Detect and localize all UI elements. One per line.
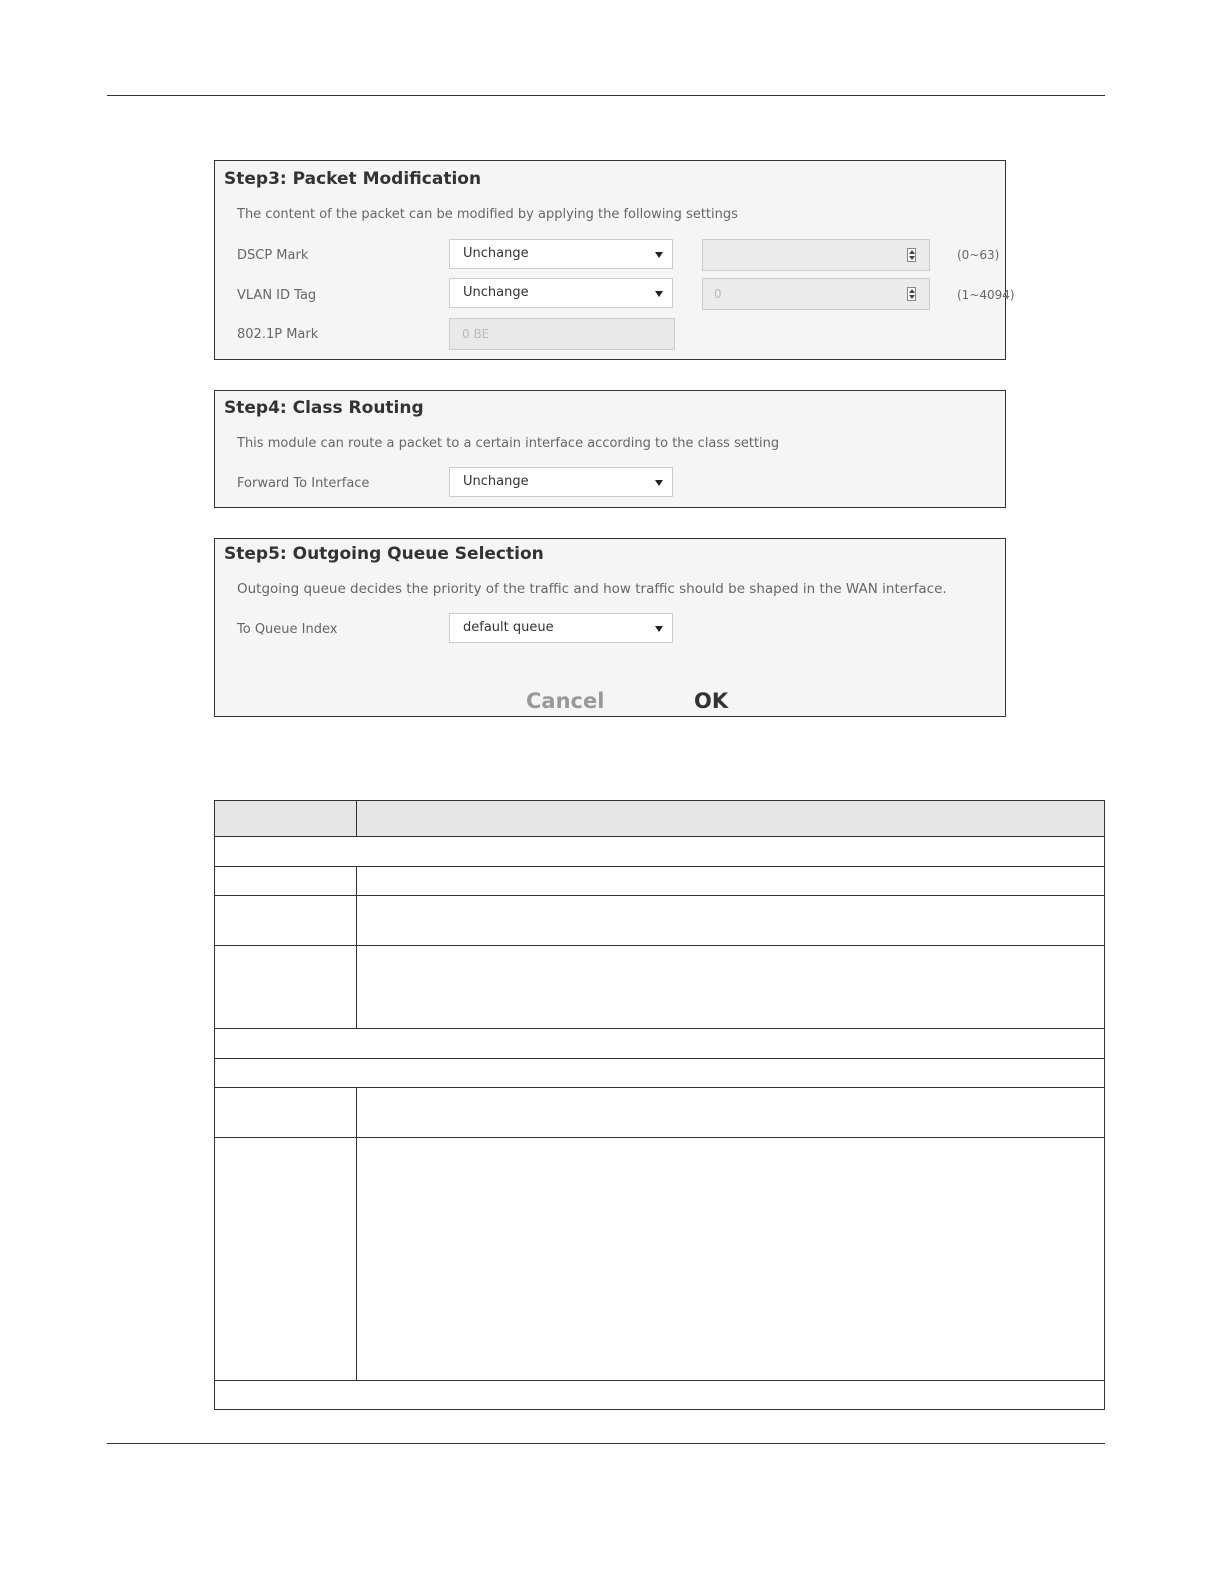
dscp-mark-select[interactable] — [449, 239, 673, 269]
vlan-id-tag-label: VLAN ID Tag — [237, 288, 317, 303]
table-row-divider — [215, 895, 1104, 896]
table-row-divider — [215, 945, 1104, 946]
cancel-button[interactable]: Cancel — [526, 689, 605, 713]
to-queue-index-select[interactable] — [449, 613, 673, 643]
vlan-id-range: (1~4094) — [957, 288, 1015, 302]
step4-panel — [214, 390, 1006, 508]
dscp-mark-label: DSCP Mark — [237, 248, 309, 263]
dot1p-mark-label: 802.1P Mark — [237, 327, 319, 342]
ok-button[interactable] — [694, 689, 728, 713]
table-row-divider — [215, 1087, 1104, 1088]
vlan-id-number: 0 — [714, 287, 722, 301]
step5-title: Step5: Outgoing Queue Selection — [224, 544, 544, 564]
header-rule — [107, 95, 1105, 96]
table-row-divider — [215, 1028, 1104, 1029]
step3-title: Step3: Packet Modification — [224, 169, 482, 189]
dscp-mark-number-input[interactable] — [702, 239, 930, 271]
table-row-divider — [215, 866, 1104, 867]
spinner-arrows-icon[interactable] — [907, 287, 916, 301]
spinner-arrows-icon[interactable] — [907, 248, 916, 262]
table-row-divider — [215, 1137, 1104, 1138]
step5-description: Outgoing queue decides the priority of the traffic and how traffic should be shaped in the WAN interface. — [237, 581, 947, 597]
chevron-down-icon — [655, 291, 663, 297]
to-queue-index-label: To Queue Index — [237, 622, 338, 637]
step4-description: This module can route a packet to a certain interface according to the class setting — [237, 436, 780, 451]
table-column-divider — [356, 866, 357, 1028]
to-queue-index-value: default queue — [463, 620, 554, 635]
ok-label: OK — [694, 689, 729, 713]
forward-to-interface-value: Unchange — [463, 474, 529, 489]
dot1p-mark-value: 0 BE — [462, 327, 490, 341]
table-header-row — [215, 801, 1104, 836]
vlan-id-number-input[interactable] — [702, 278, 930, 310]
vlan-id-tag-select[interactable] — [449, 278, 673, 308]
table-column-divider — [356, 1087, 357, 1380]
step3-panel — [214, 160, 1015, 360]
dscp-mark-value: Unchange — [463, 246, 529, 261]
description-table — [214, 800, 1105, 1410]
dscp-mark-range: (0~63) — [957, 248, 1000, 262]
vlan-id-tag-value: Unchange — [463, 285, 529, 300]
footer-rule — [107, 1443, 1105, 1444]
step3-description: The content of the packet can be modified by applying the following settings — [237, 207, 738, 222]
table-row-divider — [215, 836, 1104, 837]
chevron-down-icon — [655, 480, 663, 486]
chevron-down-icon — [655, 626, 663, 632]
table-row-divider — [215, 1058, 1104, 1059]
forward-to-interface-select[interactable] — [449, 467, 673, 497]
table-row-divider — [215, 1380, 1104, 1381]
dot1p-mark-field — [449, 318, 675, 350]
chevron-down-icon — [655, 252, 663, 258]
step5-panel — [214, 538, 1006, 717]
forward-to-interface-label: Forward To Interface — [237, 476, 370, 491]
step4-title: Step4: Class Routing — [224, 398, 424, 418]
table-column-divider — [356, 801, 357, 836]
